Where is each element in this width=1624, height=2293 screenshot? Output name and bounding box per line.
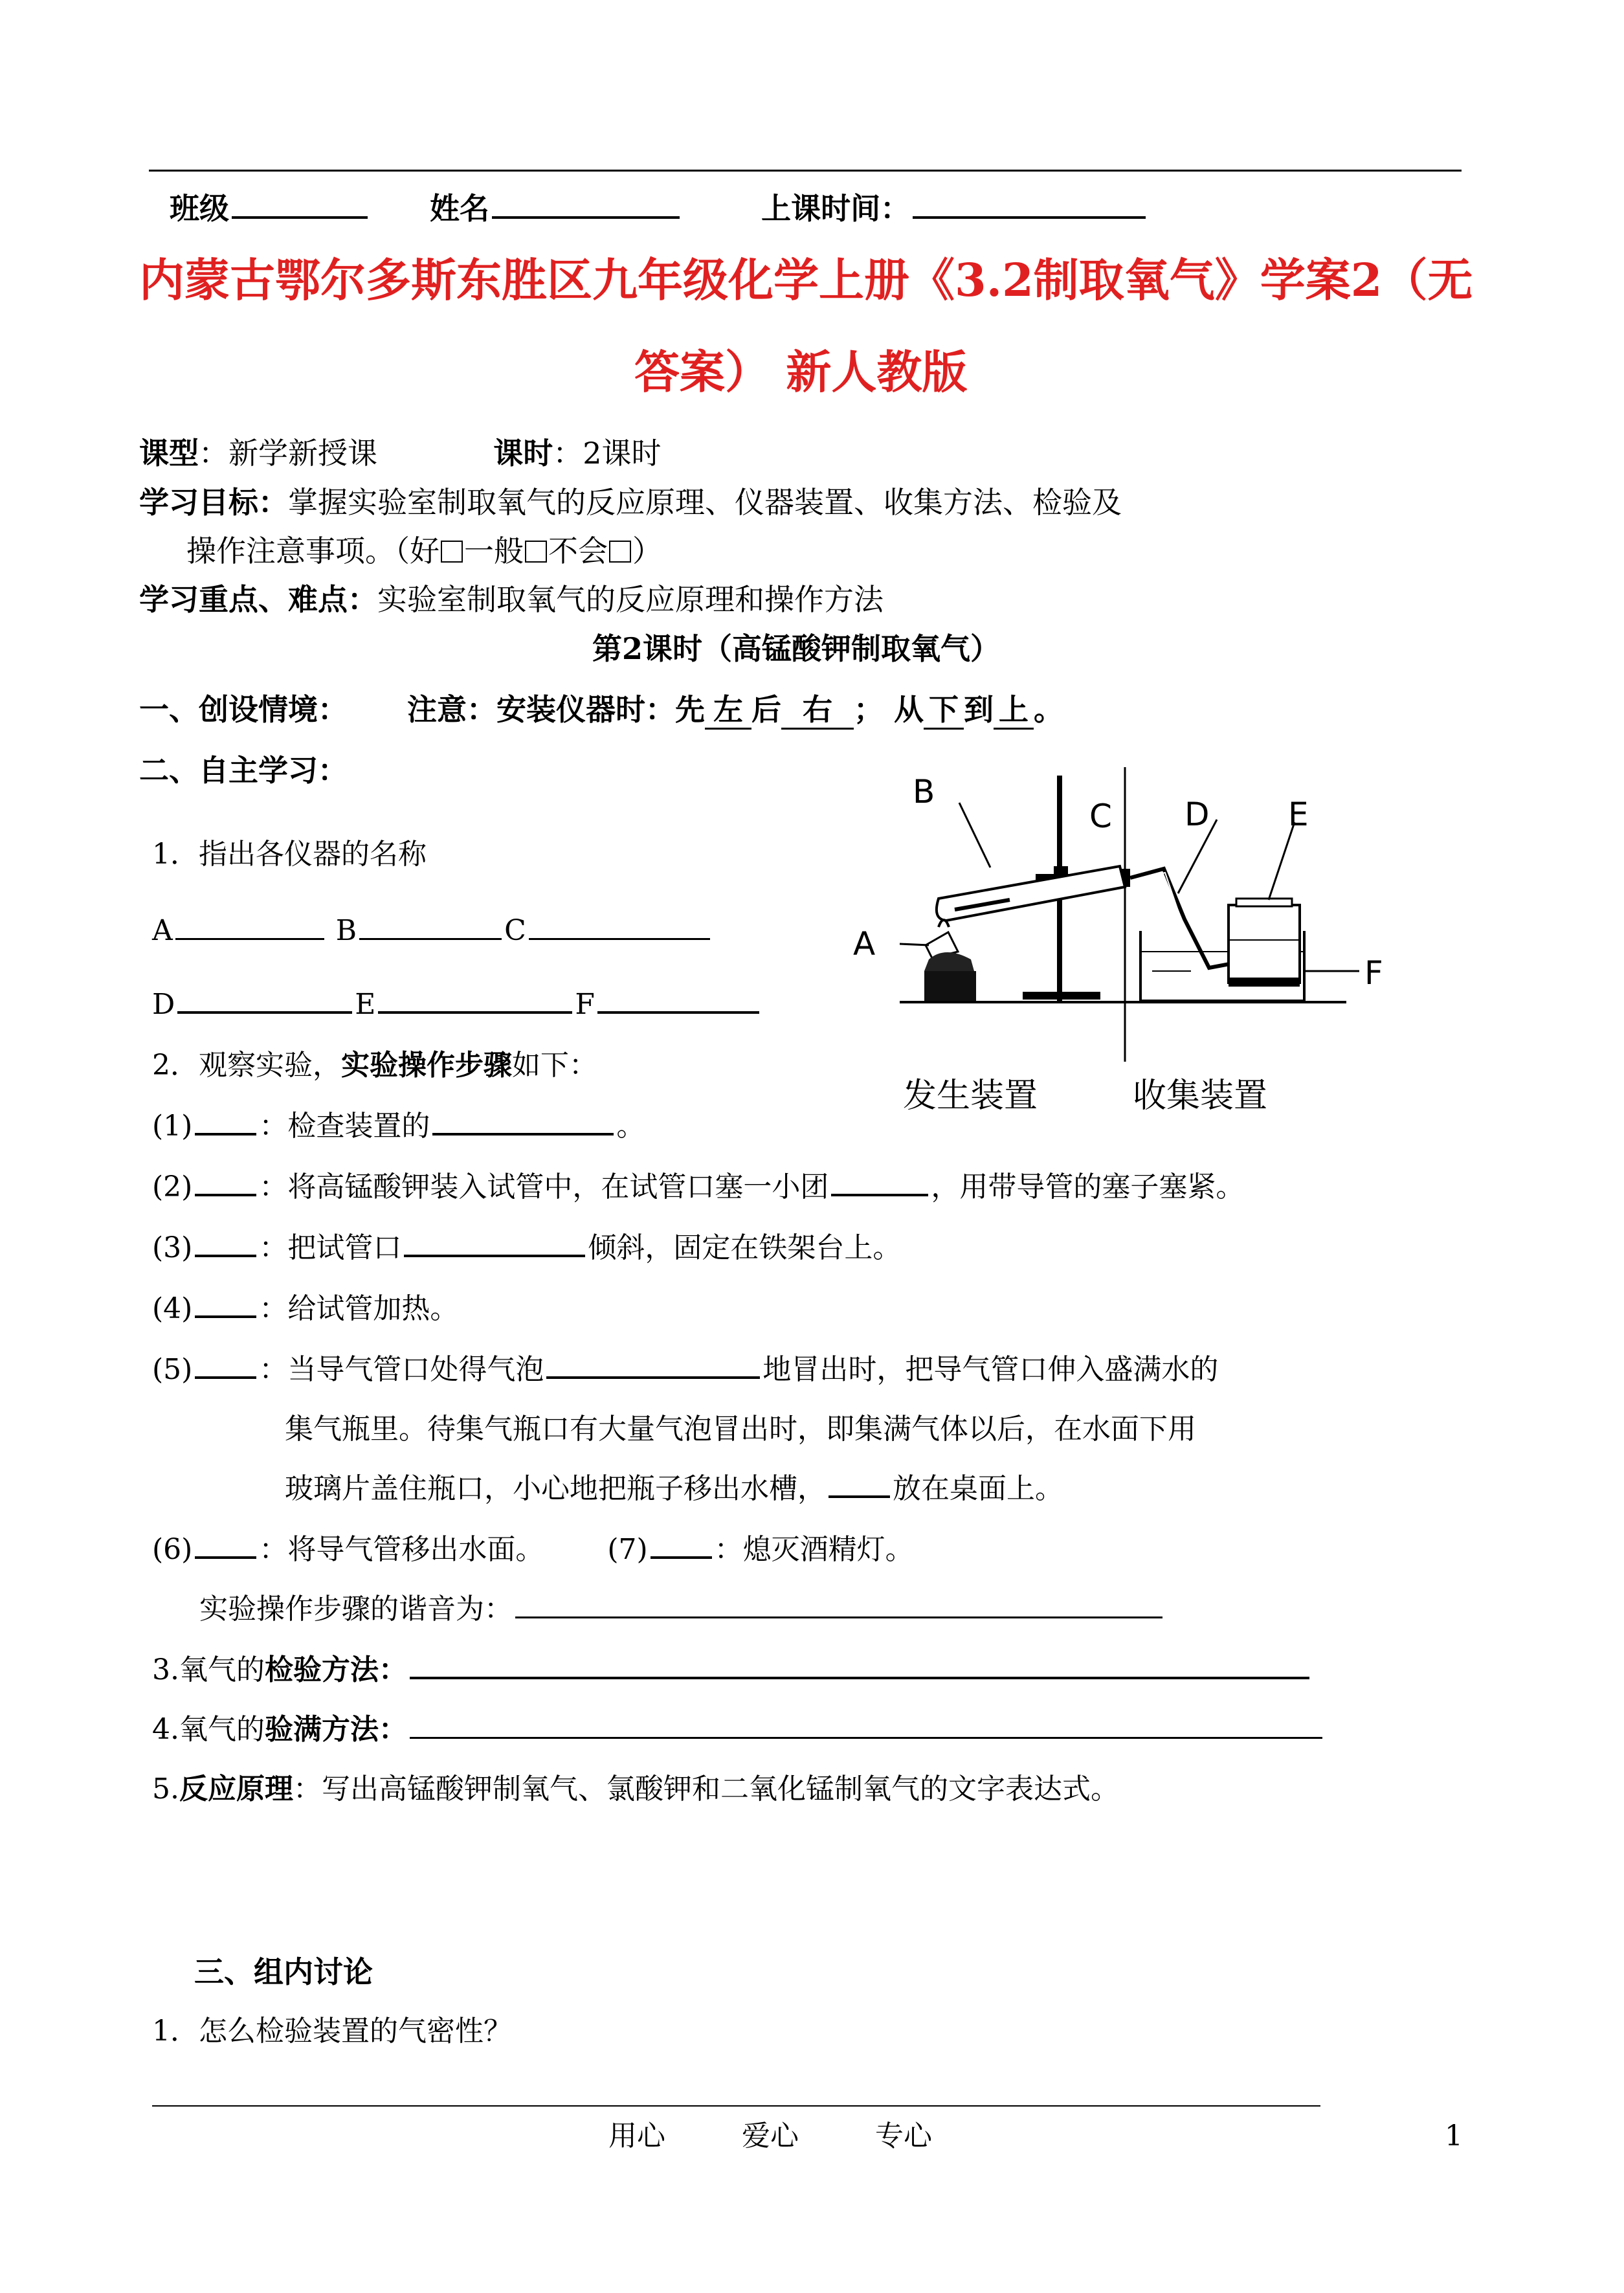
footer-word-2: 爱心 [742,2120,799,2153]
apparatus-figure [841,757,1424,1146]
q5-text: ：写出高锰酸钾制氧气、氯酸钾和二氧化锰制氧气的文字表达式。 [293,1773,1119,1806]
step-6-blank[interactable] [195,1532,256,1559]
step-6-text: ：将导气管移出水面。 [259,1533,544,1566]
step-3-number: (3) [152,1231,193,1264]
step-4 [152,1291,458,1327]
delivery-tube-icon [1130,869,1233,968]
step-3 [152,1230,901,1266]
letter-f: F [575,988,595,1021]
footer-motto [608,2118,932,2154]
q4-field[interactable] [410,1712,1322,1739]
figure-label-d: D [1185,796,1210,833]
lesson-meta [139,435,662,471]
figure-label-f: F [1364,954,1383,992]
gas-bottle-icon [1229,899,1300,987]
letter-d: D [152,988,175,1021]
q4-pre: 4.氧气的 [152,1713,265,1746]
alcohol-lamp-icon [924,920,976,1001]
section-2-label: 二、自主学习： [139,753,348,788]
letter-a: A [152,914,173,947]
instrument-row-1 [152,913,713,949]
step-7-text: ：熄灭酒精灯。 [714,1533,914,1566]
figure-label-e: E [1288,796,1309,833]
text-to: 到 [964,692,994,727]
step-1-fill[interactable] [432,1108,614,1135]
section-1-label: 一、创设情境： [139,692,348,727]
header-fields [170,188,1148,227]
text-from: ； 从 [854,692,924,727]
time-field[interactable] [913,188,1146,219]
step-7-number: (7) [607,1533,648,1566]
page-number: 1 [1445,2120,1463,2153]
field-d[interactable] [177,987,352,1014]
text-after: 后 [751,692,782,727]
field-f[interactable] [597,987,759,1014]
q5-bold: 反应原理 [179,1773,293,1806]
step-5-line-3 [285,1471,1063,1507]
option-average: 一般 [464,533,524,568]
q4-line [152,1712,1325,1748]
fill-left: 左 [705,691,751,730]
key-text: 实验室制取氧气的反应原理和操作方法 [377,582,884,617]
goal-line-1 [139,484,1122,520]
step-2-text: ：将高锰酸钾装入试管中，在试管口塞一小团 [259,1170,829,1203]
name-field[interactable] [492,188,680,219]
q5-line [152,1771,1119,1807]
field-a[interactable] [175,913,324,940]
step-5-blank[interactable] [195,1352,256,1379]
caption-generating: 发生装置 [903,1077,1038,1115]
mnemonic-line [199,1591,1165,1627]
type-value: ：新学新授课 [199,436,377,471]
q3-field[interactable] [410,1652,1309,1679]
q3-bold: 检验方法 [264,1653,379,1686]
hours-value: ：2课时 [553,436,662,471]
time-label: 上课时间： [761,191,911,226]
q3-colon: ： [378,1653,407,1686]
section-3-q1: 1．怎么检验装置的气密性？ [152,2015,512,2048]
step-5-number: (5) [152,1353,193,1386]
q3-pre: 3.氧气的 [152,1653,265,1686]
key-label: 学习重点、难点： [139,582,377,617]
step-1-end: 。 [616,1110,645,1143]
goal-text-2: 操作注意事项。（好 [186,533,439,568]
step-5-placement-blank[interactable] [829,1471,890,1498]
step-2 [152,1169,1244,1205]
step-1-number: (1) [152,1110,193,1143]
name-label: 姓名 [430,191,490,226]
type-label: 课型 [139,436,199,471]
step-2-end: ，用带导管的塞子塞紧。 [931,1170,1245,1203]
step-3-text: ：把试管口 [259,1231,402,1264]
lesson-title: 第2课时（高锰酸钾制取氧气） [592,631,1001,666]
fill-up: 上 [994,691,1034,730]
figure-label-a: A [853,925,876,963]
caption-collecting: 收集装置 [1133,1077,1268,1115]
step-5-line-3-b: 放在桌面上。 [893,1472,1063,1505]
mnemonic-field[interactable] [515,1592,1162,1618]
step-5-line-2: 集气瓶里。待集气瓶口有大量气泡冒出时，即集满气体以后，在水面下用 [285,1413,1196,1446]
letter-c: C [504,914,526,947]
section-3-label: 三、组内讨论 [194,1954,373,1989]
q1-text: 1．指出各仪器的名称 [152,838,427,871]
q2-pre: 2．观察实验， [152,1049,341,1082]
step-2-blank[interactable] [195,1169,256,1196]
goal-text-1: 掌握实验室制取氧气的反应原理、仪器装置、收集方法、检验及 [288,485,1122,520]
step-2-fill[interactable] [831,1169,928,1196]
step-2-number: (2) [152,1170,193,1203]
title-line-2: 答案） 新人教版 [634,345,968,399]
footer-word-3: 专心 [875,2120,932,2153]
step-5-end: 地冒出时，把导气管口伸入盛满水的 [762,1353,1219,1386]
step-1-blank[interactable] [195,1108,256,1135]
step-5-fill[interactable] [546,1352,760,1379]
fill-down: 下 [924,691,964,730]
step-1 [152,1108,645,1145]
step-5 [152,1352,1218,1388]
q2-text [152,1047,597,1084]
text-period: 。 [1034,692,1064,727]
step-5-line-3-a: 玻璃片盖住瓶口，小心地把瓶子移出水槽， [285,1472,826,1505]
goal-close: ） [632,533,662,568]
step-4-number: (4) [152,1292,193,1325]
header-rule [149,170,1462,172]
fill-right: 右 [781,691,854,730]
field-c[interactable] [529,913,710,940]
class-field[interactable] [232,188,368,219]
figure-label-b: B [913,773,935,811]
step-3-blank[interactable] [195,1230,256,1257]
footer-word-1: 用心 [608,2120,665,2153]
hours-label: 课时 [493,436,553,471]
q5-number: 5. [152,1773,179,1806]
step-5-text: ：当导气管口处得气泡 [259,1353,544,1386]
step-3-fill[interactable] [404,1230,585,1257]
mnemonic-label: 实验操作步骤的谐音为： [199,1593,513,1626]
section-1 [139,691,1063,730]
letter-e: E [355,988,376,1021]
figure-label-c: C [1089,798,1112,835]
q2-post: 如下： [512,1049,597,1082]
goal-line-2 [186,533,662,569]
field-e[interactable] [378,987,572,1014]
field-b[interactable] [359,913,502,940]
checkbox-cannot[interactable] [609,541,631,563]
step-6-number: (6) [152,1533,193,1566]
title-line-1: 内蒙古鄂尔多斯东胜区九年级化学上册《3.2制取氧气》学案2（无 [139,253,1473,307]
checkbox-average[interactable] [525,541,547,563]
q4-bold: 验满方法 [264,1713,379,1746]
instrument-row-2 [152,987,762,1023]
letter-b: B [335,914,357,947]
option-cannot: 不会 [548,533,608,568]
test-tube-icon [937,866,1125,921]
step-1-text: ：检查装置的 [259,1110,430,1143]
step-4-text: ：给试管加热。 [259,1292,459,1325]
step-6-7 [152,1532,914,1568]
goal-label: 学习目标： [139,485,288,520]
checkbox-good[interactable] [441,541,463,563]
q3-line [152,1652,1312,1688]
step-3-end: 倾斜，固定在铁架台上。 [588,1231,902,1264]
answer-line[interactable] [152,2105,1320,2107]
step-7-blank[interactable] [651,1532,712,1559]
step-4-blank[interactable] [195,1291,256,1318]
q4-colon: ： [378,1713,407,1746]
install-note: 注意：安装仪器时：先 [407,692,706,727]
key-line [139,581,884,618]
class-label: 班级 [170,191,229,226]
q2-bold: 实验操作步骤 [341,1049,512,1082]
